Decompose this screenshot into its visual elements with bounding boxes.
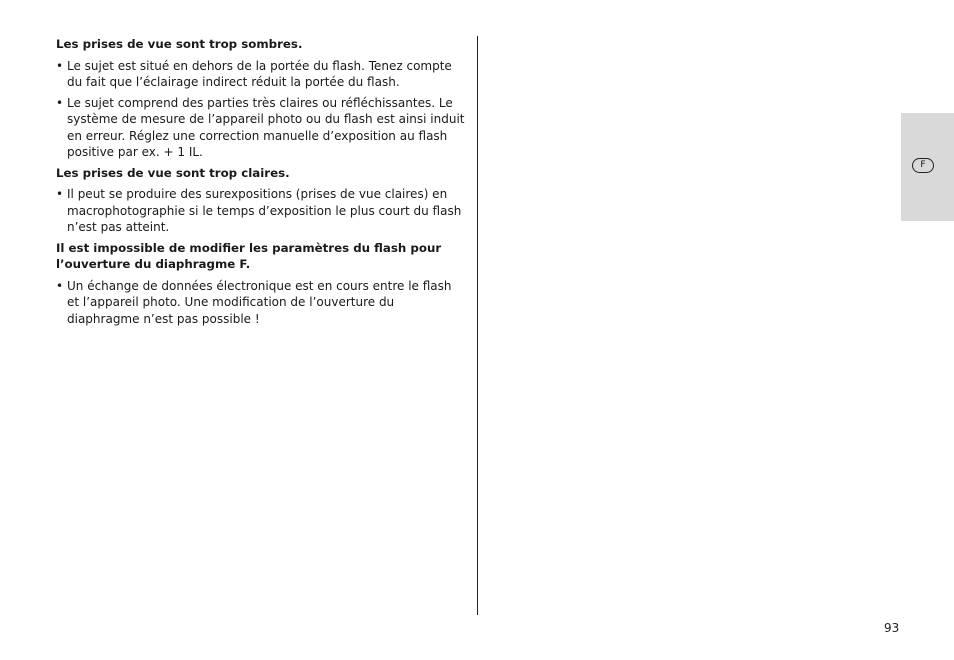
bullet-icon: • (56, 278, 64, 293)
language-tab (901, 113, 954, 221)
section-heading: Les prises de vue sont trop sombres. (56, 37, 303, 51)
list-item (56, 278, 466, 328)
list-item-text: Le sujet est situé en dehors de la portée du flash. Tenez compte du fait que l’éclairage indirect réduit la portée du flash. (67, 58, 452, 89)
bullet-icon: • (56, 95, 64, 110)
troubleshooting-column (56, 36, 466, 331)
list-item (56, 95, 466, 161)
column-divider (477, 36, 478, 615)
section-too-bright (56, 165, 466, 236)
bullet-list (56, 278, 466, 328)
bullet-list (56, 58, 466, 161)
list-item (56, 58, 466, 91)
bullet-icon: • (56, 187, 64, 201)
bullet-list (56, 186, 466, 236)
section-heading: Les prises de vue sont trop claires. (56, 165, 290, 180)
list-item (56, 186, 466, 236)
list-item-text: Le sujet comprend des parties très claires ou réfléchissantes. Le système de mesure de l’appareil photo ou du flash est ainsi induit en erreur. Réglez une correction manuelle d’exposition au flash positive par ex. + 1 IL. (67, 95, 465, 159)
section-heading: Il est impossible de modifier les paramètres du flash pour l’ouverture du diaphragme F. (56, 240, 442, 271)
section-too-dark (56, 36, 466, 161)
bullet-icon: • (56, 58, 64, 73)
list-item-text: Un échange de données électronique est en cours entre le flash et l’appareil photo. Une modification de l’ouverture du diaphragme n’est pas possible ! (67, 278, 452, 326)
language-badge: F (912, 158, 934, 173)
section-aperture-locked (56, 240, 466, 328)
page-number: 93 (884, 621, 900, 635)
list-item-text: Il peut se produire des surexpositions (prises de vue claires) en macrophotographie si le temps d’exposition le plus court du flash n’est pas atteint. (67, 187, 462, 234)
